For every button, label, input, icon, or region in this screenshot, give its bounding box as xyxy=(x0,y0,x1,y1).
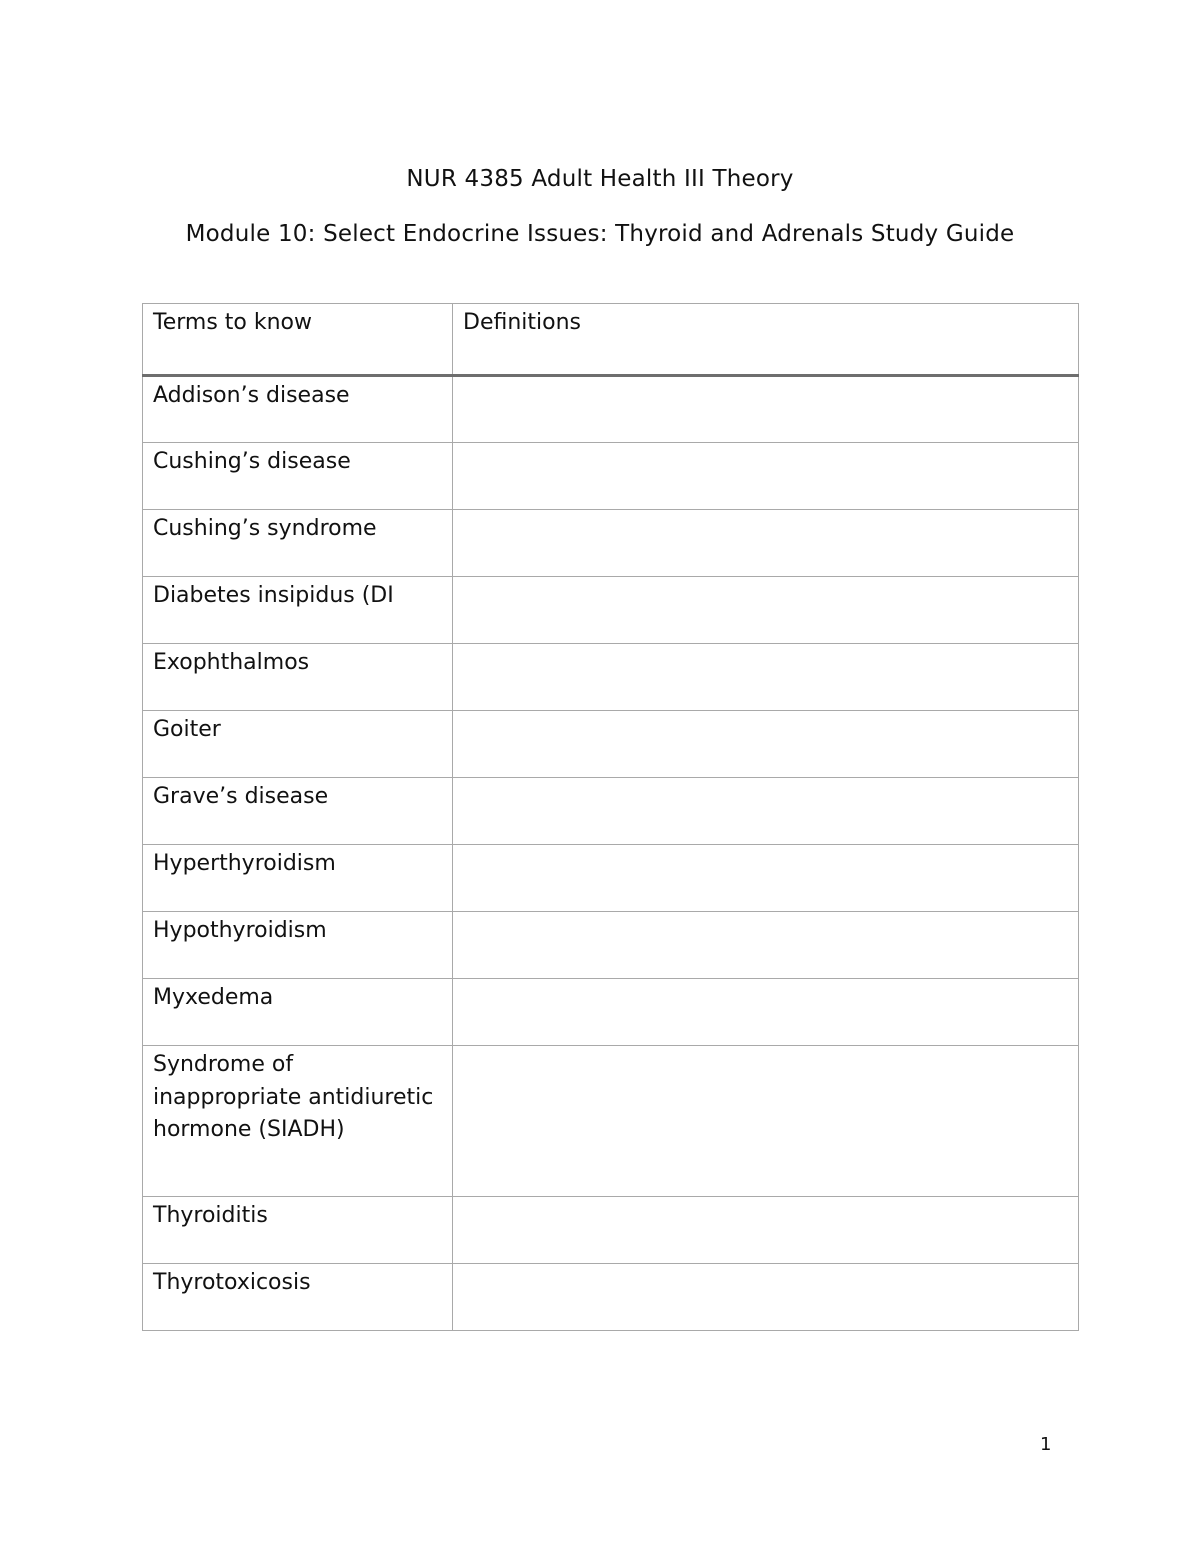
term-cell: Myxedema xyxy=(143,979,453,1046)
definition-cell[interactable] xyxy=(453,376,1079,443)
definition-cell[interactable] xyxy=(453,644,1079,711)
term-cell: Diabetes insipidus (DI xyxy=(143,577,453,644)
table-row xyxy=(143,510,1079,577)
definition-cell[interactable] xyxy=(453,845,1079,912)
table-row xyxy=(143,845,1079,912)
term-cell: Goiter xyxy=(143,711,453,778)
definition-cell[interactable] xyxy=(453,711,1079,778)
table-row xyxy=(143,577,1079,644)
term-cell: Thyroiditis xyxy=(143,1197,453,1264)
page-number: 1 xyxy=(1040,1434,1052,1455)
definition-cell[interactable] xyxy=(453,778,1079,845)
table-row xyxy=(143,1197,1079,1264)
definition-cell[interactable] xyxy=(453,577,1079,644)
table-row xyxy=(143,644,1079,711)
table-row xyxy=(143,1046,1079,1197)
header-definitions: Definitions xyxy=(453,304,1079,376)
definition-cell[interactable] xyxy=(453,979,1079,1046)
table-row xyxy=(143,979,1079,1046)
table-header-row xyxy=(143,304,1079,376)
table-row xyxy=(143,1264,1079,1331)
header-terms-to-know: Terms to know xyxy=(143,304,453,376)
table-row xyxy=(143,443,1079,510)
definition-cell[interactable] xyxy=(453,912,1079,979)
terms-table xyxy=(142,303,1079,1331)
document-subtitle: Module 10: Select Endocrine Issues: Thyroid and Adrenals Study Guide xyxy=(185,221,1015,247)
term-cell: Syndrome of inappropriate antidiuretic hormone (SIADH) xyxy=(143,1046,453,1197)
definition-cell[interactable] xyxy=(453,510,1079,577)
definition-cell[interactable] xyxy=(453,443,1079,510)
table-row xyxy=(143,376,1079,443)
definition-cell[interactable] xyxy=(453,1046,1079,1197)
term-cell: Grave’s disease xyxy=(143,778,453,845)
definition-cell[interactable] xyxy=(453,1264,1079,1331)
term-cell: Hyperthyroidism xyxy=(143,845,453,912)
term-cell: Exophthalmos xyxy=(143,644,453,711)
term-cell: Hypothyroidism xyxy=(143,912,453,979)
term-cell: Addison’s disease xyxy=(143,376,453,443)
table-row xyxy=(143,778,1079,845)
term-cell: Cushing’s disease xyxy=(143,443,453,510)
document-title: NUR 4385 Adult Health III Theory xyxy=(406,166,794,192)
term-cell: Thyrotoxicosis xyxy=(143,1264,453,1331)
table-row xyxy=(143,711,1079,778)
definition-cell[interactable] xyxy=(453,1197,1079,1264)
table-row xyxy=(143,912,1079,979)
term-cell: Cushing’s syndrome xyxy=(143,510,453,577)
